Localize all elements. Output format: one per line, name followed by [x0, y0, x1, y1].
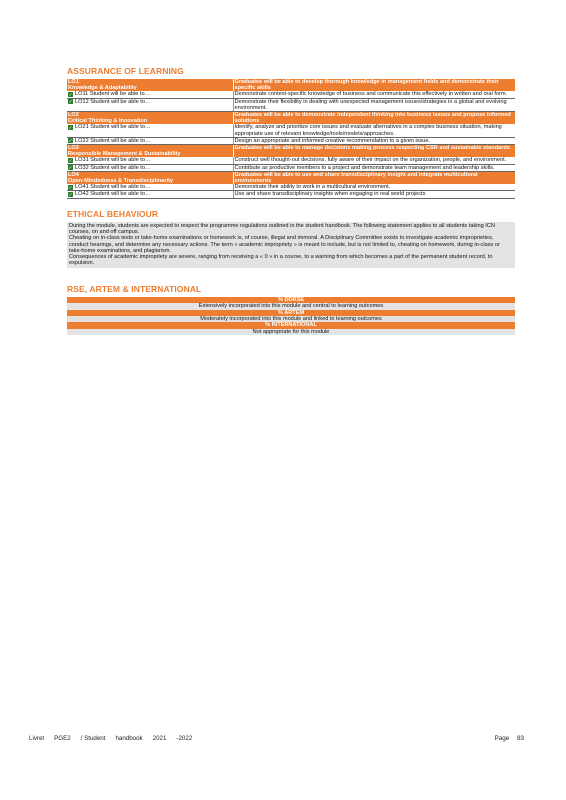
rse-value-artem: Moderately incorporated into this module and linked to learning outcomes [67, 316, 515, 322]
lo-item-code: LO22 Student will be able to… [75, 137, 151, 144]
check-icon: ✓ [68, 184, 73, 190]
footer-page-number: 83 [517, 735, 524, 742]
lo-item-row [67, 184, 515, 191]
ethical-title: ETHICAL BEHAVIOUR [67, 208, 159, 219]
footer-separator: / Student [80, 735, 106, 742]
ethical-paragraph: During the module, students are expected to respect the programme regulations outlined in the student handbook. The following statement applies to all students taking ICN courses, on and off campus. [69, 222, 495, 235]
check-icon: ✓ [68, 165, 73, 171]
rse-header-artem: % ARTEM [67, 310, 515, 316]
lo-item-row [67, 124, 515, 137]
page-content [67, 66, 515, 335]
check-icon: ✓ [68, 191, 73, 197]
lo-item-label-cell [67, 157, 233, 164]
rse-title: RSE, ARTEM & INTERNATIONAL [67, 283, 202, 294]
lo-item-text: Construct well thought-out decisions, fully aware of their impact on the organization, people, and environment. [233, 157, 515, 164]
lo-item-row [67, 91, 515, 98]
lo-item-text: Demonstrate their flexibility in dealing with unexpected management issues/strategies in a global and evolving environment. [233, 98, 515, 111]
lo-group-label [67, 112, 233, 125]
lo-group-code: LO4 [68, 171, 79, 178]
lo-item-row [67, 191, 515, 198]
lo-item-code: LO11 Student will be able to… [75, 91, 151, 98]
assurance-title: ASSURANCE OF LEARNING [67, 66, 184, 76]
lo-group-header [67, 79, 515, 91]
lo-item-code: LO21 Student will be able to… [75, 124, 151, 131]
lo-group-name: Responsible Management & Sustainability [68, 151, 181, 158]
lo-group-label [67, 145, 233, 158]
lo-item-text: Design an appropriate and informed creative recommendation to a given issue. [233, 137, 515, 144]
lo-item-code: LO41 Student will be able to… [75, 184, 151, 191]
lo-item-text: Identify, analyze and prioritize core issues and evaluate alternatives in a complex business situation, making appropriate use of relevant knowledge/tools/models/approaches. [233, 124, 515, 137]
lo-item-row [67, 164, 515, 171]
footer-type: handbook [115, 735, 143, 742]
lo-group-label [67, 79, 233, 91]
lo-group-goal: Graduates will be able to demonstrate independent thinking into business issues and propose informed solutions [233, 112, 515, 125]
lo-group-name: Open-Mindedness & Transdisciplinarity [68, 178, 174, 185]
lo-group-code: LO2 [68, 112, 79, 119]
lo-item-code: LO12 Student will be able to… [75, 98, 151, 105]
footer-year-start: 2021 [152, 735, 167, 742]
lo-group-name: Knowledge & Adaptability [68, 85, 137, 92]
lo-group-name: Critical Thinking & Innovation [68, 118, 148, 125]
lo-group-code: LO3 [68, 145, 79, 152]
ethical-paragraph: Consequences of academic impropriety are severe, ranging from receiving a « 0 » in a course, to a warning from which becomes a part of the permanent student record, to expulsion. [69, 254, 493, 267]
lo-item-label-cell [67, 191, 233, 198]
lo-item-text: Use and share transdisciplinary insights when engaging in real world projects [233, 191, 515, 198]
rse-header-international: % INTERNATIONAL [67, 322, 515, 328]
footer-programme: PGE2 [54, 735, 71, 742]
footer-page-label: Page [494, 735, 510, 742]
rse-table [67, 297, 515, 335]
lo-item-code: LO42 Student will be able to… [75, 191, 151, 198]
lo-item-label-cell [67, 164, 233, 171]
check-icon: ✓ [68, 124, 73, 130]
footer-year-end: -2022 [176, 735, 193, 742]
lo-item-label-cell [67, 98, 233, 111]
lo-group-header [67, 171, 515, 184]
lo-item-text: Demonstrate their ability to work in a multicultural environment. [233, 184, 515, 191]
lo-item-code: LO32 Student will be able to… [75, 164, 151, 171]
lo-group-header [67, 145, 515, 158]
lo-item-label-cell [67, 124, 233, 137]
lo-item-label-cell [67, 91, 233, 98]
footer-doc: Livret [29, 735, 45, 742]
page-footer [29, 735, 524, 742]
lo-item-label-cell [67, 137, 233, 144]
learning-outcomes-table [67, 79, 515, 199]
lo-item-row [67, 98, 515, 111]
lo-group-label [67, 171, 233, 184]
lo-item-label-cell [67, 184, 233, 191]
lo-item-code: LO31 Student will be able to… [75, 157, 151, 164]
lo-item-row [67, 157, 515, 164]
lo-item-text: Demonstrate context-specific knowledge of business and communicate this effectively in written and oral form. [233, 91, 515, 98]
ethical-text-box [67, 222, 515, 268]
lo-group-goal: Graduates will be able to manage decisions making process respecting CSR and sustainable standards [233, 145, 515, 158]
rse-header-ddrse: % DDRSE [67, 297, 515, 303]
check-icon: ✓ [68, 157, 73, 163]
check-icon: ✓ [68, 138, 73, 144]
rse-value-ddrse: Extensively incorporated into this module and central to learning outcomes [67, 303, 515, 309]
lo-group-goal: Graduates will be able to develop thorough knowledge in management fields and demonstrate their specific skills [233, 79, 515, 91]
lo-item-row [67, 137, 515, 144]
lo-group-header [67, 112, 515, 125]
rse-value-international: Not appropriate for this module [67, 329, 515, 335]
lo-group-goal: Graduates will be able to use and share transdisciplinary insight and integrate multicultural environments [233, 171, 515, 184]
lo-item-text: Contribute as productive members to a project and demonstrate team management and leadership skills. [233, 164, 515, 171]
check-icon: ✓ [68, 99, 73, 105]
check-icon: ✓ [68, 91, 73, 97]
lo-group-code: LO1 [68, 79, 79, 85]
ethical-paragraph: Cheating on in-class tests or take-home examinations or homework is, of course, illegal and immoral. A Disciplinary Committee exists to investigate academic improprieties, conduct hearings, and determine any necessary actions. The term « academic impropriety » is meant to include, but is not limited to, cheating on homework, during in-class or take-home examinations, and plagiarism. [69, 235, 500, 254]
